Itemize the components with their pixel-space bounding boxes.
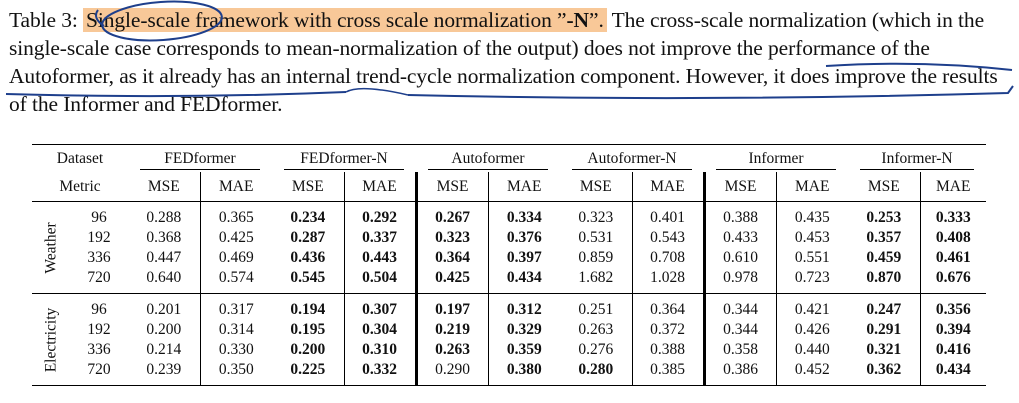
metric-label: MAE (488, 172, 560, 202)
underline-autoformer: does not improve the performance of the Autoformer (9, 36, 930, 88)
metric-label: MSE (848, 172, 920, 202)
value-cell: 0.344 (704, 320, 776, 340)
value-cell: 0.453 (794, 229, 830, 246)
value-cell: 0.344 (704, 294, 776, 321)
metric-label: MSE (416, 172, 488, 202)
caption-label: Table 3: (9, 8, 84, 32)
horizon-cell: 192 (87, 229, 111, 246)
metric-header: Metric (32, 172, 128, 202)
metric-label: MAE (776, 172, 848, 202)
value-cell: 0.304 (344, 320, 416, 340)
value-cell: 0.401 (632, 202, 704, 229)
model-header: FEDformer-N (272, 145, 416, 173)
underline-trend-cycle: already has an internal trend-cycle normalization component (159, 64, 676, 88)
table-row (32, 340, 986, 360)
value-cell: 0.723 (776, 268, 848, 294)
value-cell: 0.708 (632, 248, 704, 268)
value-cell: 0.394 (935, 321, 971, 338)
value-cell: 0.200 (272, 340, 344, 360)
header-row-models (32, 145, 986, 173)
value-cell: 1.028 (632, 268, 704, 294)
metric-label: MSE (560, 172, 632, 202)
table-row (32, 360, 986, 386)
value-cell: 0.416 (935, 341, 971, 358)
value-cell: 0.368 (128, 228, 200, 248)
metric-label: MAE (920, 172, 986, 202)
value-cell: 0.292 (344, 202, 416, 229)
value-cell: 0.380 (488, 360, 560, 386)
table-row (32, 202, 986, 229)
value-cell: 0.253 (848, 202, 920, 229)
value-cell: 0.426 (794, 321, 830, 338)
value-cell: 0.291 (848, 320, 920, 340)
value-cell: 0.263 (560, 320, 632, 340)
value-cell: 0.385 (632, 360, 704, 386)
value-cell: 0.545 (272, 268, 344, 294)
value-cell: 0.551 (794, 249, 830, 266)
header-row-metrics (32, 172, 986, 202)
value-cell: 0.201 (128, 294, 200, 321)
value-cell: 0.388 (632, 340, 704, 360)
value-cell: 0.386 (704, 360, 776, 386)
group-label: Electricity (41, 307, 59, 373)
value-cell: 0.321 (848, 340, 920, 360)
value-cell: 0.359 (506, 341, 542, 358)
value-cell: 0.461 (935, 249, 971, 266)
horizon-cell: 96 (91, 301, 107, 318)
value-cell: 0.870 (848, 268, 920, 294)
model-header: Informer-N (848, 145, 986, 173)
value-cell: 0.288 (128, 202, 200, 229)
value-cell: 0.365 (218, 209, 254, 226)
table-caption: Table 3: Single-scale framework with cross scale normalization ”-N”. The cross-scale normalization (which in the single-scale case corresponds to mean-normalization of the output) does not improve the performance of the Autoformer, as it already has an internal trend-cycle normalization component. However, it does improve the results of the Informer and FEDformer. (9, 8, 998, 116)
value-cell: 0.397 (506, 249, 542, 266)
value-cell: 0.978 (704, 268, 776, 294)
horizon-cell: 192 (87, 321, 111, 338)
value-cell: 0.194 (272, 294, 344, 321)
value-cell: 0.610 (704, 248, 776, 268)
value-cell: 0.287 (272, 228, 344, 248)
value-cell: 0.332 (344, 360, 416, 386)
value-cell: 0.310 (344, 340, 416, 360)
value-cell: 0.364 (632, 294, 704, 321)
horizon-cell: 96 (91, 209, 107, 226)
horizon-cell: 336 (87, 341, 111, 358)
value-cell: 0.317 (218, 301, 254, 318)
value-cell: 0.434 (920, 360, 986, 386)
value-cell: 0.358 (704, 340, 776, 360)
value-cell: 0.543 (632, 228, 704, 248)
group-label-cell (32, 294, 70, 386)
horizon-cell: 720 (70, 268, 128, 294)
value-cell: 0.434 (488, 268, 560, 294)
value-cell: 0.323 (416, 228, 488, 248)
value-cell: 0.357 (848, 228, 920, 248)
value-cell: 0.247 (848, 294, 920, 321)
value-cell: 0.197 (416, 294, 488, 321)
value-cell: 0.219 (416, 320, 488, 340)
value-cell: 0.443 (344, 248, 416, 268)
value-cell: 0.350 (200, 360, 272, 386)
value-cell: 0.225 (272, 360, 344, 386)
value-cell: 0.214 (128, 340, 200, 360)
value-cell: 0.356 (935, 301, 971, 318)
metric-label: MSE (704, 172, 776, 202)
value-cell: 0.408 (935, 229, 971, 246)
value-cell: 0.447 (128, 248, 200, 268)
value-cell: 0.372 (632, 320, 704, 340)
value-cell: 0.329 (506, 321, 542, 338)
value-cell: 0.314 (218, 321, 254, 338)
metric-label: MAE (200, 172, 272, 202)
value-cell: 0.364 (416, 248, 488, 268)
value-cell: 0.239 (128, 360, 200, 386)
metric-label: MAE (632, 172, 704, 202)
value-cell: 0.425 (416, 268, 488, 294)
value-cell: 0.425 (218, 229, 254, 246)
model-header: Autoformer (416, 145, 560, 173)
metric-label: MSE (272, 172, 344, 202)
value-cell: 0.290 (416, 360, 488, 386)
value-cell: 0.280 (560, 360, 632, 386)
horizon-cell: 720 (70, 360, 128, 386)
dataset-header: Dataset (32, 145, 128, 173)
value-cell: 0.436 (272, 248, 344, 268)
value-cell: 0.469 (218, 249, 254, 266)
value-cell: 0.337 (344, 228, 416, 248)
value-cell: 0.421 (794, 301, 830, 318)
value-cell: 0.574 (200, 268, 272, 294)
value-cell: 0.376 (506, 229, 542, 246)
metric-label: MAE (344, 172, 416, 202)
results-table (32, 144, 986, 386)
value-cell: 0.307 (344, 294, 416, 321)
value-cell: 0.251 (560, 294, 632, 321)
value-cell: 0.388 (704, 202, 776, 229)
value-cell: 0.323 (560, 202, 632, 229)
table-row (32, 248, 986, 268)
value-cell: 0.276 (560, 340, 632, 360)
horizon-cell: 336 (87, 249, 111, 266)
value-cell: 0.676 (920, 268, 986, 294)
value-cell: 0.267 (416, 202, 488, 229)
model-header: FEDformer (128, 145, 272, 173)
value-cell: 0.263 (416, 340, 488, 360)
value-cell: 0.330 (218, 341, 254, 358)
value-cell: 0.640 (128, 268, 200, 294)
value-cell: 0.504 (344, 268, 416, 294)
value-cell: 0.362 (848, 360, 920, 386)
table-row (32, 320, 986, 340)
model-header: Autoformer-N (560, 145, 704, 173)
value-cell: 0.234 (272, 202, 344, 229)
highlight-single-scale: Single-scale framework with cross scale normalization ”-N”. (83, 8, 607, 32)
value-cell: 0.531 (560, 228, 632, 248)
table-row (32, 294, 986, 321)
value-cell: 0.440 (794, 341, 830, 358)
table-row (32, 268, 986, 294)
value-cell: 0.459 (848, 248, 920, 268)
value-cell: 0.452 (776, 360, 848, 386)
value-cell: 0.433 (704, 228, 776, 248)
value-cell: 0.200 (128, 320, 200, 340)
metric-label: MSE (128, 172, 200, 202)
value-cell: 0.334 (506, 209, 542, 226)
value-cell: 0.312 (506, 301, 542, 318)
value-cell: 0.333 (935, 209, 971, 226)
group-label: Weather (42, 222, 60, 274)
group-label-cell (32, 202, 70, 294)
value-cell: 0.435 (794, 209, 830, 226)
value-cell: 0.859 (560, 248, 632, 268)
model-header: Informer (704, 145, 848, 173)
value-cell: 1.682 (560, 268, 632, 294)
table-row (32, 228, 986, 248)
value-cell: 0.195 (272, 320, 344, 340)
